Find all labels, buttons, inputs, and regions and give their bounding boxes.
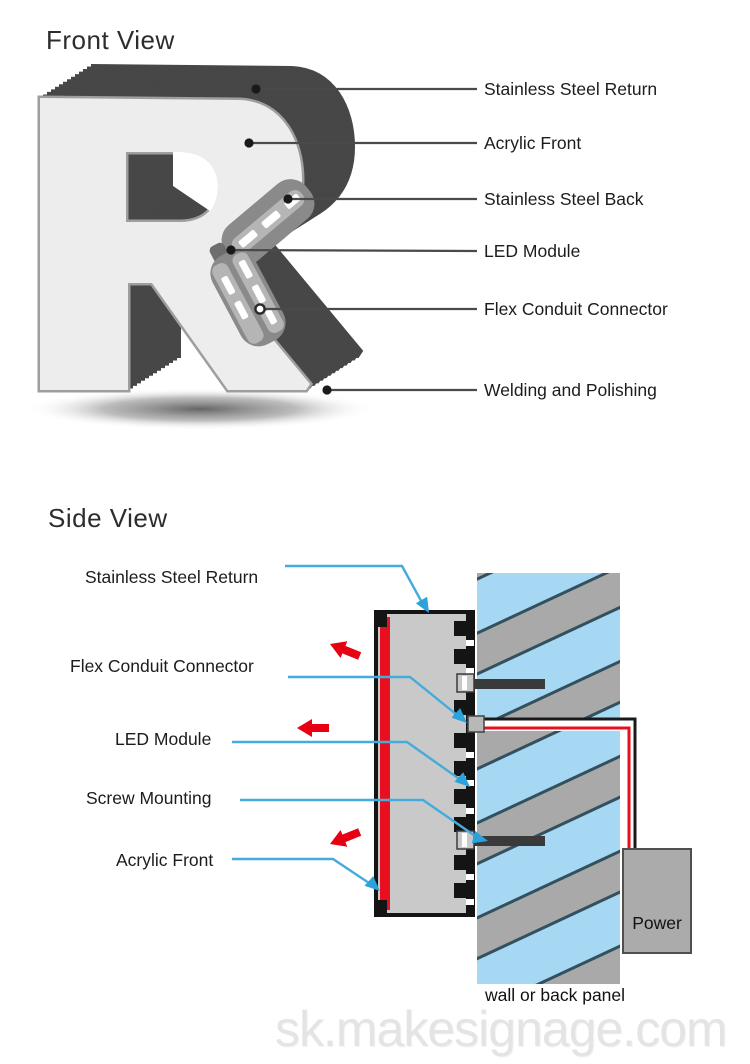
red-light-direction-arrows [297,636,363,853]
label-flex-conduit-connector-side: Flex Conduit Connector [70,656,254,676]
power-supply-box [623,849,691,953]
callout-dot [322,385,331,394]
watermark-text: sk.makesignage.com [275,1001,727,1057]
callout-line [231,250,477,251]
label-stainless-steel-back: Stainless Steel Back [484,189,644,209]
wall-or-back-panel-label: wall or back panel [484,985,626,1005]
callout-dot [226,245,235,254]
callout-dot [244,138,253,147]
label-acrylic-front-side: Acrylic Front [116,850,214,870]
callout-dot [251,84,260,93]
acrylic-front-strip [380,617,390,910]
callout-dot [283,194,292,203]
label-flex-conduit-connector-front: Flex Conduit Connector [484,299,668,319]
side-view-title: Side View [48,503,168,533]
label-acrylic-front-front: Acrylic Front [484,133,582,153]
callout-dot-white [255,304,264,313]
label-stainless-steel-return-front: Stainless Steel Return [484,79,658,99]
label-stainless-steel-return-side: Stainless Steel Return [85,567,259,587]
wall-hatch-lower [477,731,620,984]
front-view-illustration [25,65,477,430]
red-arrow [297,719,329,737]
flex-conduit-connector-block [468,716,484,732]
red-arrow [327,824,363,853]
steel-back-strip [466,614,474,913]
wall-hatch-upper [477,573,620,719]
front-view-title: Front View [46,25,175,55]
channel-letter-cross-section [376,612,474,915]
red-arrow [327,636,363,665]
label-welding-and-polishing: Welding and Polishing [484,380,657,400]
letter-shadow [25,388,375,430]
label-led-module-side: LED Module [115,729,212,749]
callout-line [285,566,425,608]
callout-line [232,859,375,887]
label-led-module-front: LED Module [484,241,581,261]
label-screw-mounting: Screw Mounting [86,788,212,808]
power-supply-label: Power [632,913,682,933]
